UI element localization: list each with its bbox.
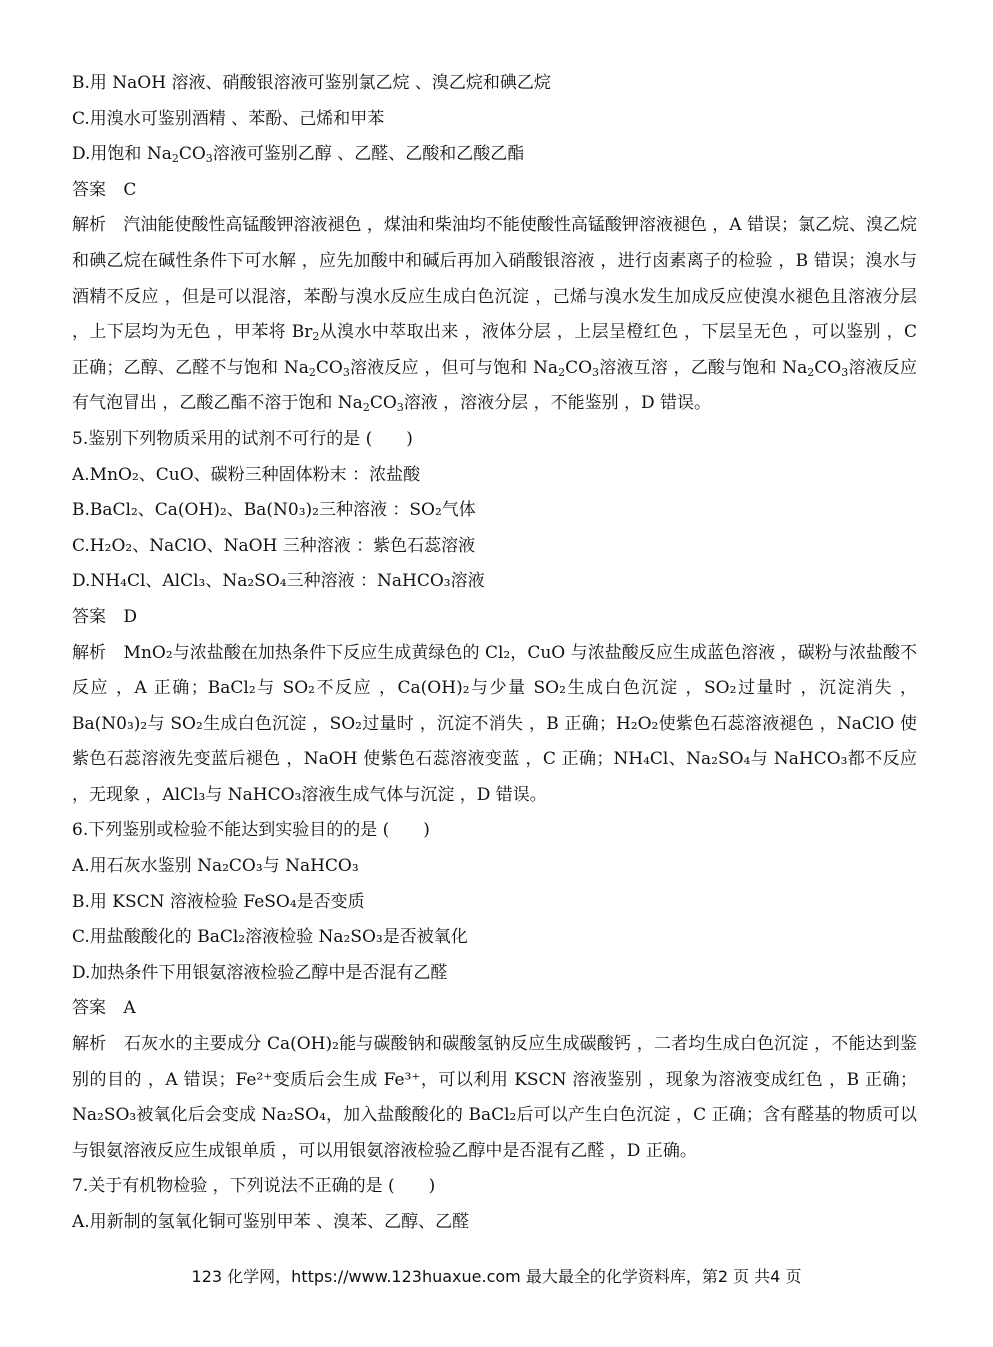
q6-analysis-label: 解析: [72, 1034, 107, 1055]
q5-analysis: [72, 636, 917, 814]
q4-option-d-post: 溶液可鉴别乙醇 、乙醛、乙酸和乙酸乙酯: [212, 144, 525, 165]
q4-option-c: C.用溴水可鉴别酒精 、苯酚、己烯和甲苯: [72, 108, 385, 129]
q6-stem: 6.下列鉴别或检验不能达到实验目的的是 ( ): [72, 820, 430, 841]
q4-option-b: B.用 NaOH 溶液、硝酸银溶液可鉴别氯乙烷 、溴乙烷和碘乙烷: [72, 73, 551, 93]
q5-answer-label: 答案: [72, 606, 106, 627]
q5-answer-value: D: [123, 606, 138, 627]
q4-analysis-label: 解析: [72, 215, 107, 236]
q5-stem: 5.鉴别下列物质采用的试剂不可行的是 ( ): [72, 428, 413, 449]
q6-answer: [72, 991, 917, 1027]
page-content: [72, 66, 917, 1241]
q6-option-b: B.用 KSCN 溶液检验 FeSO₄是否变质: [72, 891, 365, 912]
q6-answer-label: 答案: [72, 998, 106, 1019]
q6-analysis: [72, 1027, 917, 1169]
q5-option-a: A.MnO₂、CuO、碳粉三种固体粉末 ：浓盐酸: [72, 464, 421, 485]
q4-analysis-s1: 汽油能使酸性高锰酸钾溶液褪色 ，煤油和柴油均不能使酸性高锰酸钾溶液褪色 ，A 错误；氯乙烷、溴乙烷和碘乙烷在碱性条件下可水解 ，应先加酸中和碱后再加入硝酸银溶液 ，进行卤素离子的检验 ，B 错误；溴水与酒精不反应 ，但是可以混溶，苯酚与溴水反应生成白色沉淀 ，己烯与溴水发生加成反应使溴水褪色且溶液分层 ，上下层均为无色 ，甲苯将 Br: [72, 215, 917, 343]
q6-answer-value: A: [123, 998, 136, 1019]
q6-option-a: A.用石灰水鉴别 Na₂CO₃与 NaHCO₃: [72, 856, 359, 877]
q5-option-b: B.BaCl₂、Ca(OH)₂、Ba(N0₃)₂三种溶液 ：SO₂气体: [72, 500, 476, 521]
q4-analysis-s5: 溶液反应有气泡冒出 ，乙酸乙酯不溶于饱和 Na: [72, 357, 917, 414]
q4-answer: [72, 173, 917, 209]
q6-option-d: D.加热条件下用银氨溶液检验乙醇中是否混有乙醛: [72, 962, 448, 983]
q6-analysis-text: 石灰水的主要成分 Ca(OH)₂能与碳酸钠和碳酸氢钠反应生成碳酸钙 ，二者均生成白色沉淀 ，不能达到鉴别的目的 ，A 错误；Fe²⁺变质后会生成 Fe³⁺，可以利用 KSCN 溶液鉴别 ，现象为溶液变成红色 ，B 正确；Na₂SO₃被氧化后会变成 Na₂SO₄，加入盐酸酸化的 BaCl₂后可以产生白色沉淀 ，C 正确；含有醛基的物质可以与银氨溶液反应生成银单质 ，可以用银氨溶液检验乙醇中是否混有乙醛 ，D 正确。: [72, 1034, 918, 1161]
q4-analysis: 解析 汽油能使酸性高锰酸钾溶液褪色 ，煤油和柴油均不能使酸性高锰酸钾溶液褪色 ，A 错误；氯乙烷、溴乙烷和碘乙烷在碱性条件下可水解 ，应先加酸中和碱后再加入硝酸银溶液 ，进行卤素离子的检验 ，B 错误；溴水与酒精不反应 ，但是可以混溶，苯酚与溴水反应生成白色沉淀 ，己烯与溴水发生加成反应使溴水褪色且溶液分层 ，上下层均为无色 ，甲苯将 $Br_2$从溴水中萃取出来 ，液体分层 ，上层呈橙红色 ，下层呈无色 ，可以鉴别 ，C 正确；乙醇、乙醛不与饱和 $Na_2CO_3$溶液反应 ，但可与饱和 $Na_2CO_3$溶液互溶 ，乙酸与饱和 $Na_2CO_3$溶液反应有气泡冒出 ，乙酸乙酯不溶于饱和 $Na_2CO_3$溶液 ，溶液分层 ，不能鉴别 ，D 错误。: [72, 215, 917, 415]
q7-stem: 7.关于有机物检验 ，下列说法不正确的是 ( ): [72, 1176, 436, 1197]
q5-option-c: C.H₂O₂、NaClO、NaOH 三种溶液 ：紫色石蕊溶液: [72, 535, 476, 556]
q4-analysis-s4: 溶液互溶 ，乙酸与饱和 Na: [599, 357, 808, 378]
q4-answer-value: C: [123, 179, 137, 200]
q5-analysis-label: 解析: [72, 642, 107, 663]
q7-option-a: A.用新制的氢氧化铜可鉴别甲苯 、溴苯、乙醇、乙醛: [72, 1212, 470, 1232]
page-footer: 123 化学网，https://www.123huaxue.com 最大最全的化学资料库，第2 页 共4 页: [191, 1267, 802, 1286]
q4-option-d: D.用饱和 $Na_2CO_3$溶液可鉴别乙醇 、乙醛、乙酸和乙酸乙酯: [72, 144, 525, 166]
q5-analysis-text: MnO₂与浓盐酸在加热条件下反应生成黄绿色的 Cl₂，CuO 与浓盐酸反应生成蓝色溶液 ，碳粉与浓盐酸不反应 ，A 正确；BaCl₂与 SO₂不反应 ，Ca(OH)₂与少量 SO₂生成白色沉淀 ，SO₂过量时 ，沉淀消失 ，Ba(N0₃)₂与 SO₂生成白色沉淀 ，SO₂过量时 ，沉淀不消失 ，B 正确；H₂O₂使紫色石蕊溶液褪色 ，NaClO 使紫色石蕊溶液先变蓝后褪色 ，NaOH 使紫色石蕊溶液变蓝 ，C 正确；NH₄Cl、Na₂SO₄与 NaHCO₃都不反应 ，无现象 ，AlCl₃与 NaHCO₃溶液生成气体与沉淀 ，D 错误。: [72, 642, 917, 805]
q4-option-d-pre: D.用饱和 Na: [72, 144, 172, 165]
q4-answer-label: 答案: [72, 179, 106, 200]
q4-analysis-s3: 溶液反应 ，但可与饱和 Na: [349, 357, 559, 378]
q5-answer: [72, 600, 917, 636]
q4-analysis-s6: 溶液 ，溶液分层 ，不能鉴别 ，D 错误。: [403, 393, 712, 414]
q6-option-c: C.用盐酸酸化的 BaCl₂溶液检验 Na₂SO₃是否被氧化: [72, 927, 468, 948]
q5-option-d: D.NH₄Cl、AlCl₃、Na₂SO₄三种溶液 ：NaHCO₃溶液: [72, 571, 485, 592]
q4-analysis-s2: 从溴水中萃取出来 ，液体分层 ，上层呈橙红色 ，下层呈无色 ，可以鉴别 ，C 正确；乙醇、乙醛不与饱和 Na: [72, 322, 917, 378]
